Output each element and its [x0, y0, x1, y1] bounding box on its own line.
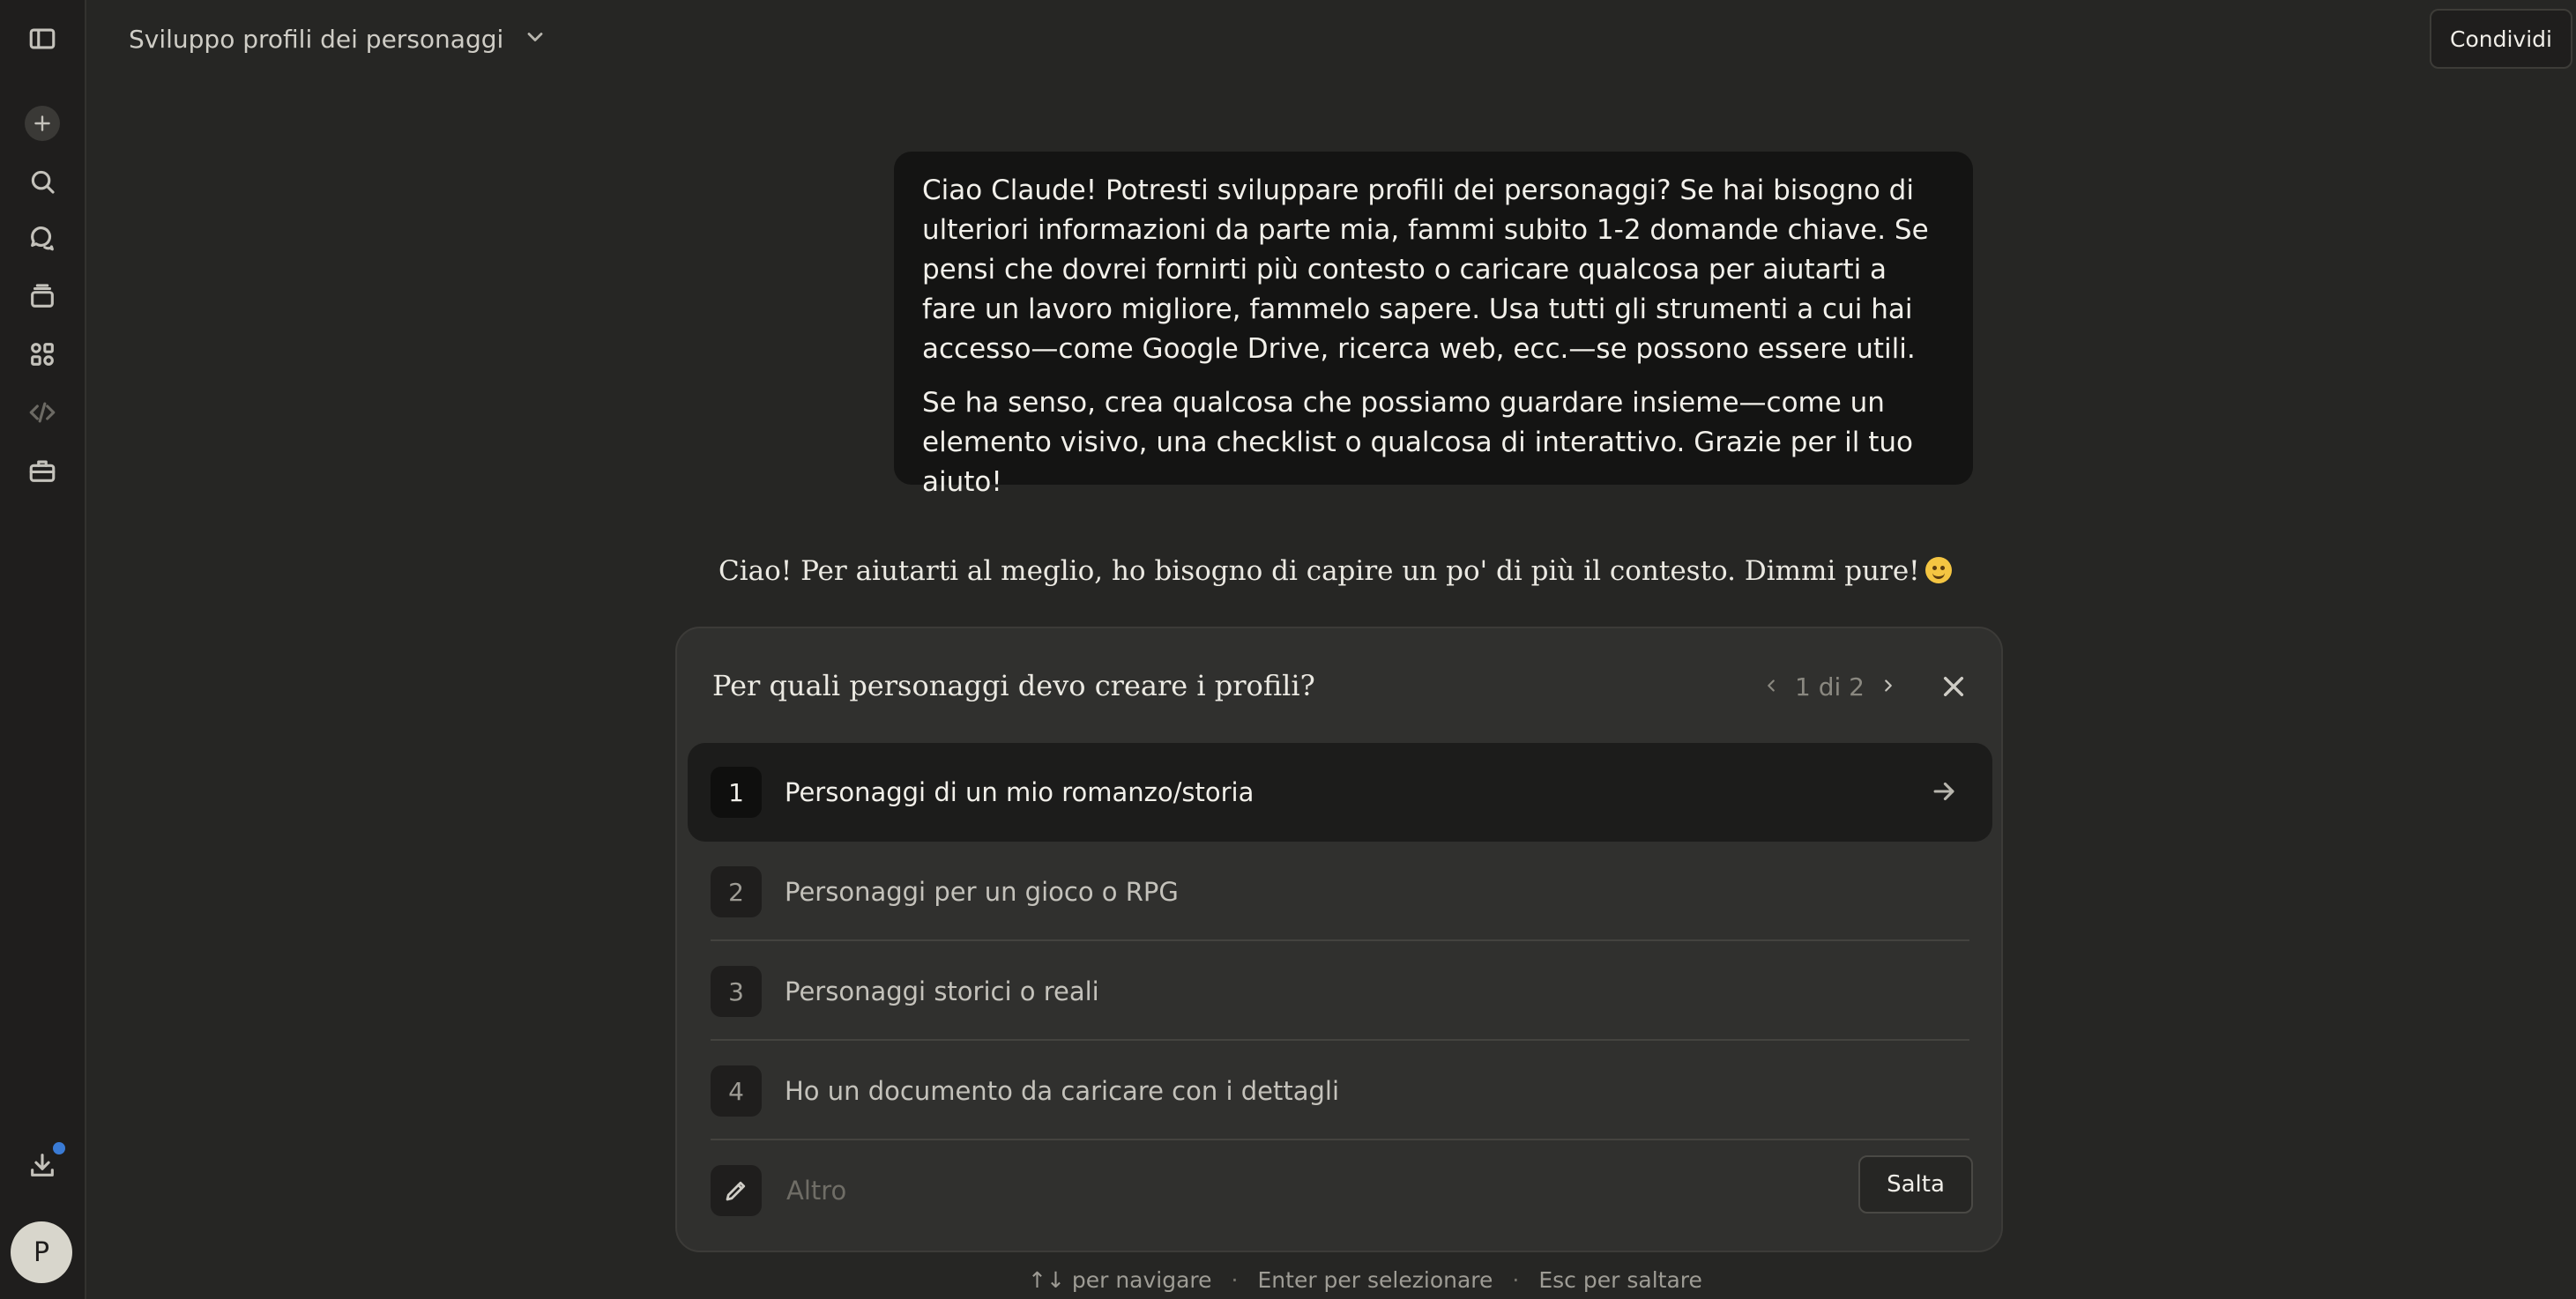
option-label: Personaggi storici o reali	[785, 976, 1099, 1006]
assistant-message-text: Ciao! Per aiutarti al meglio, ho bisogno di capire un po' di più il contesto. Dimmi pure!	[718, 555, 1920, 587]
sidebar	[0, 0, 86, 1299]
projects-icon[interactable]	[23, 277, 62, 315]
hint-skip: Esc per saltare	[1538, 1266, 1702, 1293]
arrow-right-icon	[1929, 776, 1959, 810]
user-message	[894, 152, 1973, 498]
plus-icon	[31, 112, 54, 135]
code-icon[interactable]	[23, 393, 62, 432]
option-label: Personaggi per un gioco o RPG	[785, 877, 1179, 907]
option-number: 3	[711, 966, 762, 1017]
option-2[interactable]	[688, 842, 1992, 941]
option-number: 1	[711, 767, 762, 818]
user-message-paragraph: Se ha senso, crea qualcosa che possiamo guardare insieme—come un elemento visivo, una checklist o qualcosa di interattivo. Grazie per il tuo aiuto!	[922, 387, 1913, 498]
hint-separator: ·	[1231, 1266, 1239, 1293]
pager-label: 1 di 2	[1795, 672, 1865, 701]
option-number: 4	[711, 1065, 762, 1117]
option-label: Personaggi di un mio romanzo/storia	[785, 777, 1254, 807]
option-divider	[711, 1139, 1969, 1140]
option-1[interactable]	[688, 743, 1992, 842]
new-chat-button[interactable]	[25, 106, 60, 141]
chats-icon[interactable]	[23, 219, 62, 257]
hint-select: Enter per selezionare	[1257, 1266, 1493, 1293]
option-number: 2	[711, 866, 762, 917]
hint-separator: ·	[1512, 1266, 1520, 1293]
conversation-title-menu[interactable]	[129, 19, 547, 58]
sidebar-toggle-icon[interactable]	[23, 19, 62, 58]
other-answer-input[interactable]	[785, 1168, 1802, 1214]
search-icon[interactable]	[23, 162, 62, 201]
page-title[interactable]: Sviluppo profili dei personaggi	[129, 24, 504, 54]
chevron-down-icon[interactable]	[523, 25, 547, 53]
pencil-icon	[711, 1165, 762, 1216]
option-4[interactable]	[688, 1042, 1992, 1140]
hint-navigate: ↑↓ per navigare	[1028, 1266, 1212, 1293]
chevron-right-icon[interactable]	[1879, 672, 1898, 701]
other-answer-row	[711, 1164, 1969, 1217]
toolbox-icon[interactable]	[23, 451, 62, 490]
question-panel	[675, 627, 2003, 1252]
option-3[interactable]	[688, 942, 1992, 1041]
share-button[interactable]: Condividi	[2430, 9, 2572, 69]
option-divider	[711, 939, 1969, 941]
question-title: Per quali personaggi devo creare i profili?	[712, 669, 1315, 702]
notification-dot	[51, 1140, 67, 1156]
arrow-up-down-icon: ↑↓	[1028, 1266, 1065, 1293]
chevron-left-icon[interactable]	[1761, 672, 1781, 701]
skip-button[interactable]: Salta	[1858, 1155, 1973, 1214]
keyboard-hints	[1028, 1266, 1702, 1294]
user-message-paragraph: Ciao Claude! Potresti sviluppare profili dei personaggi? Se hai bisogno di ulteriori informazioni da parte mia, fammi subito 1-2 domande chiave. Se pensi che dovrei fornirti più contesto o caricare qualcosa per aiutarti a fare un lavoro migliore, fammelo sapere. Usa tutti gli strumenti a cui hai accesso—come Google Drive, ricerca web, ecc.—se possono essere utili.	[922, 174, 1929, 365]
option-divider	[711, 1039, 1969, 1041]
option-label: Ho un documento da caricare con i dettagli	[785, 1076, 1340, 1106]
question-pager	[1761, 669, 1898, 704]
smiling-face-emoji-icon	[1925, 557, 1952, 583]
close-icon[interactable]	[1934, 667, 1973, 706]
assistant-message	[718, 555, 1952, 587]
artifacts-icon[interactable]	[23, 335, 62, 374]
avatar[interactable]: P	[11, 1221, 72, 1283]
